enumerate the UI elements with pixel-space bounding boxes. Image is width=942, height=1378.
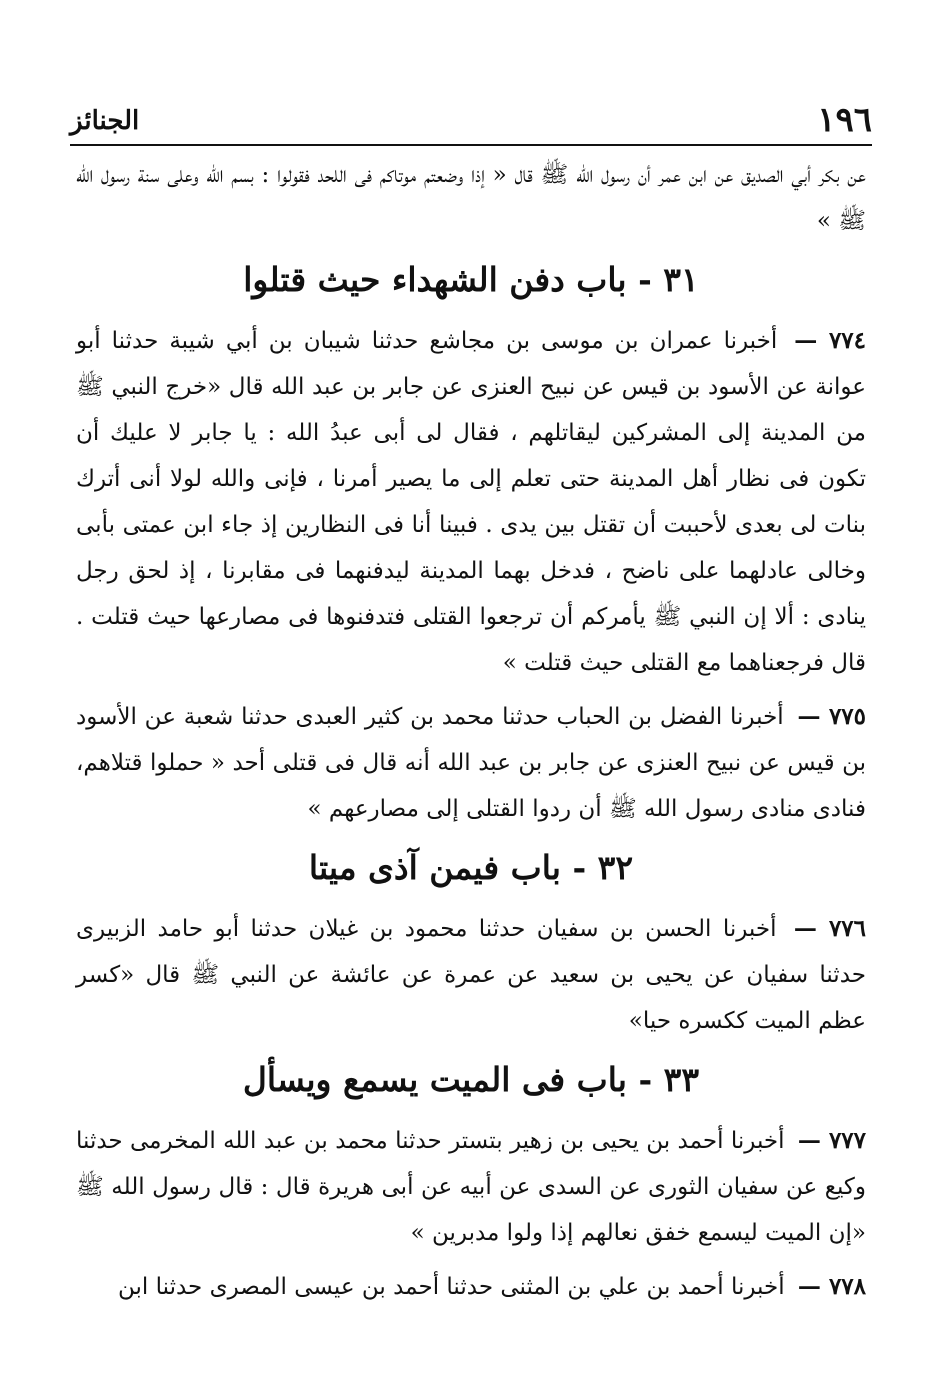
chapter-heading-33: ٣٣ - باب فى الميت يسمع ويسأل [242,1060,700,1099]
hadith-776 [76,906,866,1044]
page-number: ١٩٦ [817,100,872,140]
hadith-number: ٧٧٥ — [797,703,867,730]
running-title: الجنائز [70,106,140,136]
chapter-heading-31: ٣١ - باب دفن الشهداء حيث قتلوا [243,260,699,299]
hadith-text: أخبرنا أحمد بن علي بن المثنى حدثنا أحمد بن عيسى المصرى حدثنا ابن [118,1274,785,1300]
hadith-text: أخبرنا عمران بن موسى بن مجاشع حدثنا شيبان بن أبي شيبة حدثنا أبو عوانة عن الأسود بن قيس عن نبيح العنزى عن جابر بن عبد الله قال «خرج النبي ﷺ من المدينة إلى المشركين ليقاتلهم ، فقال لى أبى عبدُ الله : يا جابر لا عليك أن تكون فى نظار أهل المدينة حتى تعلم إلى ما يصير أمرنا ، فإنى والله لولا أنى أترك بنات لى بعدى لأحببت أن تقتل بين يدى . فبينا أنا فى النظارين إذ جاء ابن عمتى بأبى وخالى عادلهما على ناضح ، فدخل بهما المدينة ليدفنهما فى مقابرنا ، إذ لحق رجل ينادى : ألا إن النبي ﷺ يأمركم أن ترجعوا القتلى فتدفنوها فى مصارعها حيث قتلت . قال فرجعناهما مع القتلى حيث قتلت » [76,328,866,676]
hadith-774 [76,318,866,686]
hadith-number: ٧٧٤ — [794,327,866,354]
hadith-775 [76,694,866,832]
hadith-number: ٧٧٦ — [793,915,866,942]
hadith-text: أخبرنا الفضل بن الحباب حدثنا محمد بن كثير العبدى حدثنا شعبة عن الأسود بن قيس عن نبيح العنزى عن جابر بن عبد الله أنه قال فى قتلى أحد « حملوا قتلاهم، فنادى منادى رسول الله ﷺ أن ردوا القتلى إلى مصارعهم » [76,704,866,822]
page-body [76,152,866,1318]
hadith-778 [76,1264,866,1310]
chapter-heading-32: ٣٢ - باب فيمن آذى ميتا [308,848,634,887]
hadith-777 [76,1118,866,1256]
hadith-number: ٧٧٧ — [797,1127,867,1154]
hadith-number: ٧٧٨ — [797,1273,866,1300]
intro-paragraph: عن بكر أبي الصديق عن ابن عمر أن رسول الله ﷺ قال « إذا وضعتم موتاكم فى اللحد فقولوا : بسم الله وعلى سنة رسول الله ﷺ » [76,162,866,234]
page-header [70,92,872,146]
hadith-text: أخبرنا أحمد بن يحيى بن زهير بتستر حدثنا محمد بن عبد الله المخرمى حدثنا وكيع عن سفيان الثورى عن السدى عن أبيه عن أبى هريرة قال : قال رسول الله ﷺ «إن الميت ليسمع خفق نعالهم إذا ولوا مدبرين » [76,1128,866,1246]
hadith-text: أخبرنا الحسن بن سفيان حدثنا محمود بن غيلان حدثنا أبو حامد الزبيرى حدثنا سفيان عن يحيى بن سعيد عن عمرة عن عائشة عن النبي ﷺ قال «كسر عظم الميت ككسره حيا» [76,916,866,1034]
